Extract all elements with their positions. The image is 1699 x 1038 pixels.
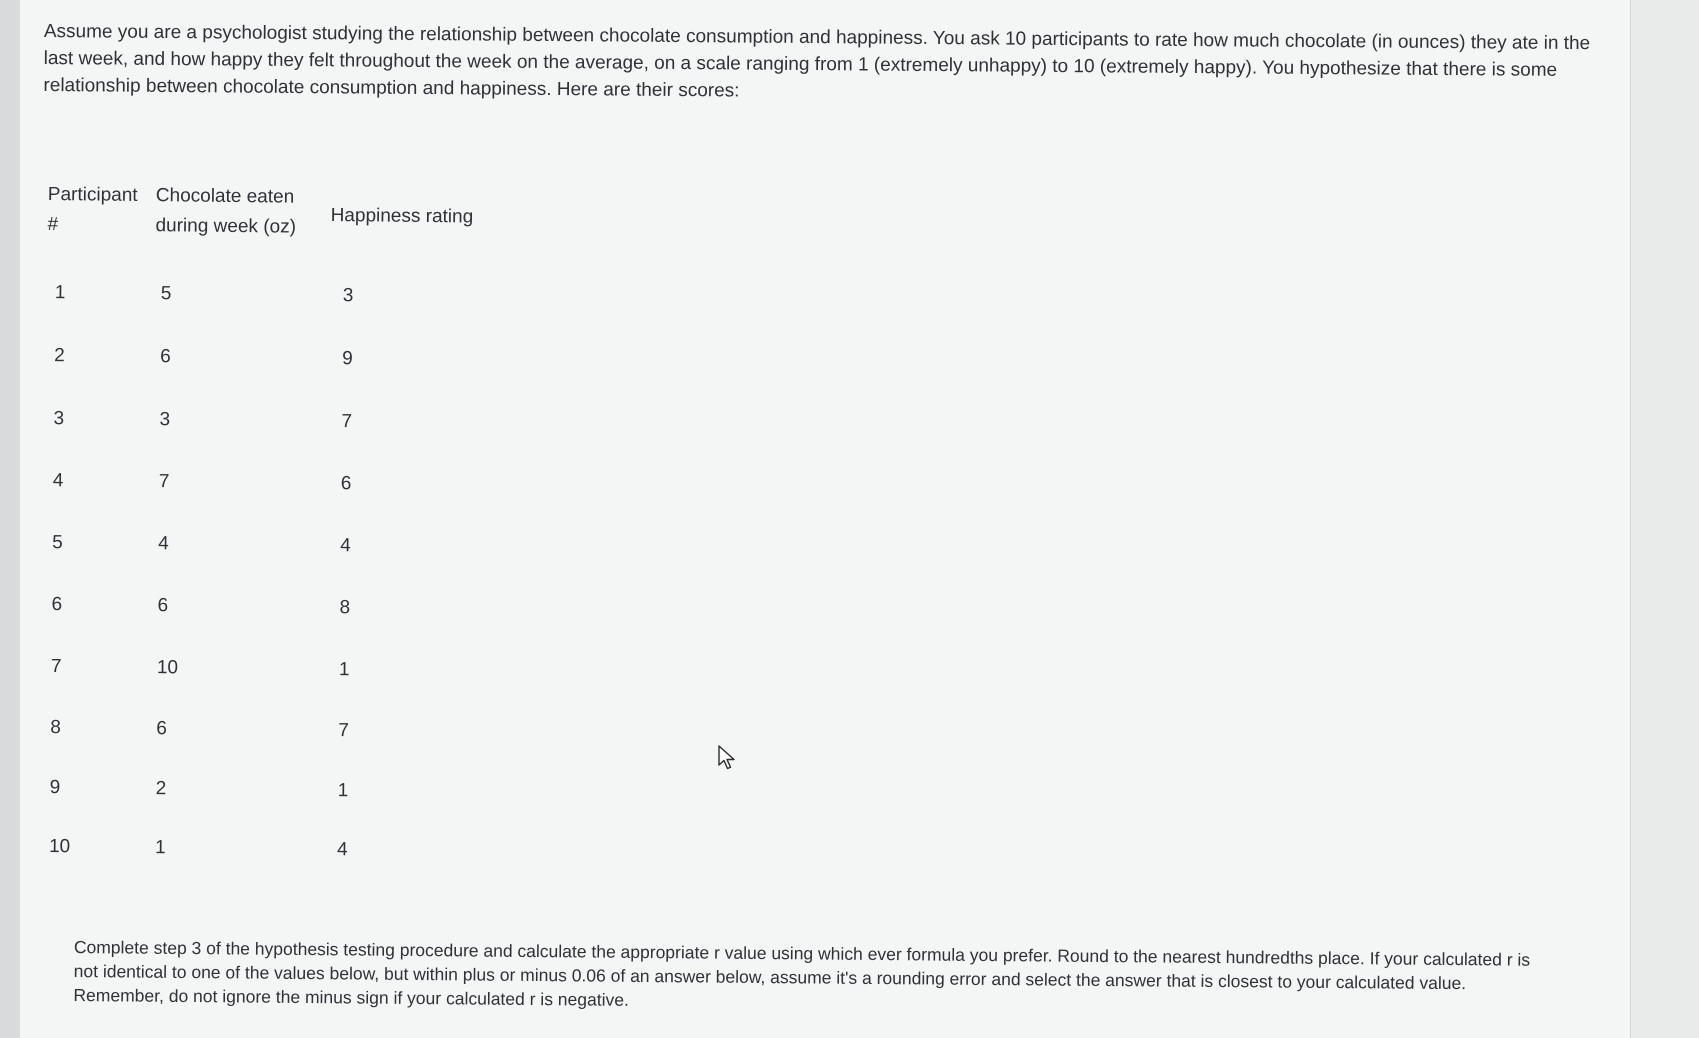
question-intro-text: Assume you are a psychologist studying the relationship between chocolate consumption and happiness. You ask 10 participants to rate how much chocolate (in ounces) they ate in the last week, and how happy they felt throughout the week on the average, on a scale ranging from 1 (extremely unhappy) to 10 (extremely happy). You hypothesize that there is some relationship between chocolate consumption and happiness. Here are their scores: — [43, 20, 1591, 102]
chocolate-cell: 2 — [155, 778, 167, 800]
scores-table — [41, 180, 508, 865]
table-row — [42, 713, 502, 748]
participant-column-header — [47, 180, 158, 241]
happiness-cell: 7 — [338, 720, 349, 742]
participant-cell: 8 — [50, 717, 61, 739]
participant-cell: 3 — [53, 408, 65, 430]
chocolate-column-header — [155, 181, 316, 243]
chocolate-header-line1: Chocolate eaten — [155, 185, 295, 208]
happiness-cell: 8 — [339, 597, 351, 619]
happiness-cell: 3 — [342, 285, 354, 307]
participant-cell: 6 — [51, 594, 63, 616]
participant-cell: 1 — [54, 282, 66, 304]
table-row — [45, 466, 505, 501]
participant-cell: 2 — [54, 345, 65, 367]
mouse-pointer-icon — [717, 745, 737, 771]
chocolate-cell: 1 — [154, 837, 166, 859]
table-row — [41, 832, 501, 867]
chocolate-cell: 6 — [156, 718, 167, 740]
table-row — [46, 341, 506, 376]
table-row — [43, 590, 503, 625]
participant-cell: 9 — [49, 777, 61, 799]
participant-header-line2: # — [47, 213, 59, 236]
chocolate-cell: 10 — [156, 657, 179, 679]
participant-cell: 7 — [50, 656, 62, 678]
chocolate-cell: 7 — [158, 471, 170, 493]
happiness-cell: 1 — [338, 659, 350, 681]
participant-cell: 10 — [48, 836, 71, 858]
chocolate-header-line2: during week (oz) — [155, 215, 297, 238]
table-row — [44, 528, 504, 563]
happiness-cell: 4 — [336, 839, 348, 861]
happiness-cell: 7 — [341, 411, 353, 433]
table-row — [47, 278, 507, 313]
chocolate-cell: 6 — [157, 595, 169, 617]
chocolate-cell: 5 — [160, 283, 172, 305]
table-row — [43, 652, 503, 687]
table-row — [45, 404, 505, 439]
happiness-column-header: Happiness rating — [330, 204, 474, 228]
chocolate-cell: 6 — [160, 346, 171, 368]
participant-cell: 5 — [52, 532, 63, 554]
question-instructions-text: Complete step 3 of the hypothesis testing procedure and calculate the appropriate r value using which ever formula you prefer. Round to the nearest hundredths place. If your calculated r is not identical to one of the values below, but within plus or minus 0.06 of an answer below, assume it's a rounding error and select the answer that is closest to your calculated value. Remember, do not ignore the minus sign if your calculated r is negative. — [73, 936, 1531, 1010]
participant-cell: 4 — [52, 470, 64, 492]
happiness-cell: 9 — [342, 348, 353, 370]
table-row — [41, 773, 501, 808]
participant-header-line1: Participant — [47, 183, 138, 206]
happiness-cell: 6 — [340, 473, 352, 495]
left-panel-edge — [0, 0, 21, 1038]
chocolate-cell: 4 — [158, 533, 169, 555]
chocolate-cell: 3 — [159, 409, 171, 431]
happiness-cell: 4 — [340, 535, 351, 557]
question-page — [20, 0, 1631, 1038]
happiness-cell: 1 — [337, 780, 349, 802]
